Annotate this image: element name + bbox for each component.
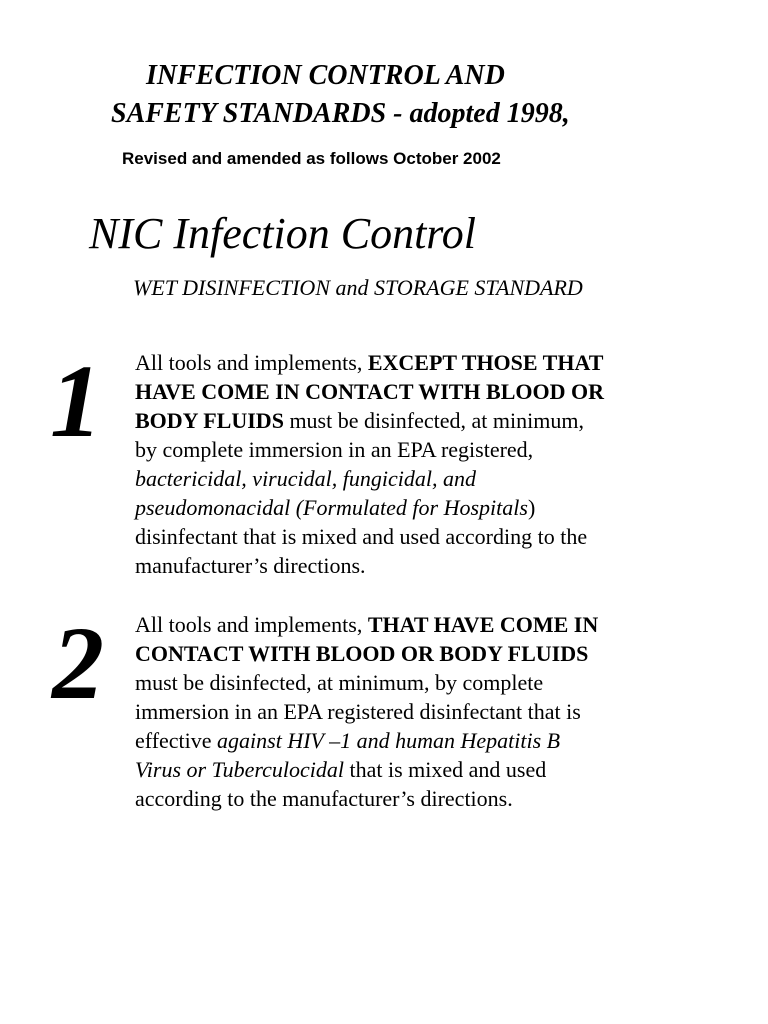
document-title-line-1: INFECTION CONTROL AND — [146, 60, 505, 91]
emphasis-italic-text: pseudomonacidal (Formulated for Hospitals — [135, 495, 528, 520]
revision-note: Revised and amended as follows October 2002 — [122, 149, 501, 168]
body-text: disinfectant that is mixed and used according to the — [135, 524, 588, 549]
rule-2-line — [135, 610, 687, 639]
rule-2-line — [135, 668, 687, 697]
rule-2-line — [135, 697, 687, 726]
document-title-line-2: SAFETY STANDARDS - adopted 1998, — [111, 98, 570, 129]
body-text: according to the manufacturer’s directions. — [135, 786, 513, 811]
body-text: All tools and implements, — [135, 350, 368, 375]
rule-2-line — [135, 726, 687, 755]
rule-number-1: 1 — [50, 344, 102, 459]
section-heading: NIC Infection Control — [89, 209, 477, 258]
body-text: manufacturer’s directions. — [135, 553, 366, 578]
rule-1-line — [135, 522, 687, 551]
rule-1-line — [135, 464, 687, 493]
rule-1-line — [135, 435, 687, 464]
body-text: immersion in an EPA registered disinfectant that is — [135, 699, 581, 724]
emphasis-bold-text: CONTACT WITH BLOOD OR BODY FLUIDS — [135, 641, 589, 666]
body-text: must be disinfected, at minimum, by complete — [135, 670, 544, 695]
rule-1-line — [135, 493, 687, 522]
emphasis-bold-text: BODY FLUIDS — [135, 408, 284, 433]
body-text: ) — [527, 495, 536, 520]
body-text: that is mixed and used — [344, 757, 547, 782]
section-subheading: WET DISINFECTION and STORAGE STANDARD — [133, 275, 583, 300]
rule-2-line — [135, 784, 687, 813]
rule-1-line — [135, 406, 687, 435]
body-text: All tools and implements, — [135, 612, 368, 637]
emphasis-italic-text: Virus or Tuberculocidal — [135, 757, 344, 782]
rule-2-line — [135, 639, 687, 668]
emphasis-bold-text: HAVE COME IN CONTACT WITH BLOOD OR — [135, 379, 605, 404]
rule-1-line — [135, 551, 687, 580]
emphasis-bold-text: EXCEPT THOSE THAT — [367, 350, 604, 375]
emphasis-italic-text: bactericidal, virucidal, fungicidal, and — [135, 466, 476, 491]
rule-text-1 — [135, 348, 687, 580]
rule-2-line — [135, 755, 687, 784]
body-text: must be disinfected, at minimum, — [283, 408, 584, 433]
body-text: by complete immersion in an EPA registered, — [135, 437, 534, 462]
emphasis-bold-text: THAT HAVE COME IN — [367, 612, 599, 637]
rule-text-2 — [135, 610, 687, 813]
rule-1-line — [135, 377, 687, 406]
body-text: effective — [135, 728, 218, 753]
emphasis-italic-text: against HIV –1 and human Hepatitis B — [217, 728, 561, 753]
rule-number-2: 2 — [52, 606, 104, 721]
rule-1-line — [135, 348, 687, 377]
